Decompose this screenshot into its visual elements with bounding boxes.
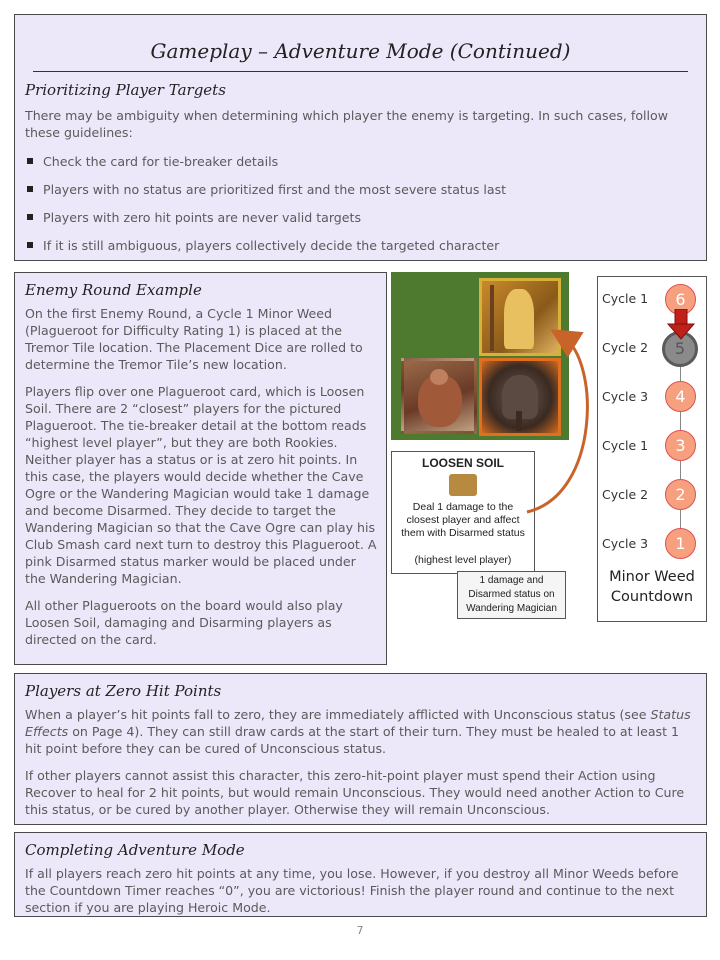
countdown-title xyxy=(598,567,706,607)
cycle-label: Cycle 1 xyxy=(602,438,649,453)
example-paragraph: All other Plagueroots on the board would also play Loosen Soil, damaging and Disarming players as directed on the card. xyxy=(25,598,343,647)
zero-hp-body xyxy=(25,706,694,828)
wandering-magician-tile xyxy=(479,278,561,356)
plagueroot-tile xyxy=(479,358,561,436)
section-heading-completing: Completing Adventure Mode xyxy=(25,841,245,859)
completing-adventure-section xyxy=(14,832,707,917)
countdown-title-line: Minor Weed xyxy=(609,569,695,585)
countdown-circle-current: 5 xyxy=(662,331,698,367)
countdown-circle: 2 xyxy=(665,479,696,510)
countdown-circle: 1 xyxy=(665,528,696,559)
countdown-title-line: Countdown xyxy=(610,589,694,605)
countdown-circle: 3 xyxy=(665,430,696,461)
guideline-item: Players with no status are prioritized first and the most severe status last xyxy=(25,181,506,209)
zero-hp-paragraph: If other players cannot assist this character, this zero-hit-point player must spend their Action using Recover to heal for 2 hit points, but would remain Unconscious. They would need another Action to Cure this status, or be cured by another player. Otherwise they will remain Unconscious. xyxy=(25,768,685,817)
text-run: on Page 4). They can still draw cards at the start of their turn. They must be healed to at least 1 hit point before they can be cured of Unconscious status. xyxy=(25,724,680,756)
card-title: LOOSEN SOIL xyxy=(421,456,504,470)
section-heading-zero-hp: Players at Zero Hit Points xyxy=(25,682,222,700)
soil-icon xyxy=(449,474,477,496)
example-body xyxy=(25,305,378,658)
card-text: Deal 1 damage to the closest player and affect them with Disarmed status xyxy=(401,501,525,539)
text-run: When a player’s hit points fall to zero, they are immediately afflicted with Unconscious status (see xyxy=(25,707,651,722)
cycle-label: Cycle 2 xyxy=(602,487,649,502)
page-title: Gameplay – Adventure Mode (Continued) xyxy=(150,39,571,63)
cycle-label: Cycle 3 xyxy=(602,536,649,551)
loosen-soil-card xyxy=(391,451,535,574)
enemy-round-example-section xyxy=(14,272,387,665)
guideline-item: If it is still ambiguous, players collectively decide the targeted character xyxy=(25,237,506,265)
example-paragraph: On the first Enemy Round, a Cycle 1 Minor Weed (Plagueroot for Difficulty Rating 1) is placed at the Tremor Tile location. The Placement Dice are rolled to determine the Tremor Tile’s new location. xyxy=(25,306,363,372)
guideline-item: Check the card for tie-breaker details xyxy=(25,153,506,181)
countdown-circle: 4 xyxy=(665,381,696,412)
guideline-list xyxy=(25,153,506,265)
card-tiebreaker: (highest level player) xyxy=(414,554,512,566)
countdown-circle: 6 xyxy=(665,284,696,315)
down-arrow-marker-icon xyxy=(666,309,696,343)
cycle-label: Cycle 2 xyxy=(602,340,649,355)
page-number: 7 xyxy=(356,924,364,937)
cycle-label: Cycle 3 xyxy=(602,389,649,404)
cycle-label: Cycle 1 xyxy=(602,291,649,306)
prioritizing-intro: There may be ambiguity when determining which player the enemy is targeting. In such cases, follow these guidelines: xyxy=(25,108,669,140)
callout-note: 1 damage and Disarmed status on Wandering Magician xyxy=(457,571,566,619)
section-heading-prioritizing: Prioritizing Player Targets xyxy=(25,81,226,99)
prioritizing-section xyxy=(14,14,707,261)
example-paragraph: Players flip over one Plagueroot card, which is Loosen Soil. There are 2 “closest” players for the pictured Plagueroot. The tie-breaker detail at the bottom reads “highest level player”, but they are both Rookies. Neither player has a status or is at zero hit points. In this case, the players would decide whether the Cave Ogre or the Wandering Magician would take 1 damage and become Disarmed. They decide to target the Wandering Magician so that the Cave Ogre can play his Club Smash card next turn to destroy this Plagueroot. A pink Disarmed status marker would be placed under the Wandering Magician. xyxy=(25,384,377,586)
minor-weed-countdown xyxy=(597,276,707,622)
cave-ogre-tile xyxy=(401,358,477,434)
guideline-item: Players with zero hit points are never valid targets xyxy=(25,209,506,237)
status-effects-reference: Status Effects xyxy=(25,707,691,739)
section-heading-enemy-round: Enemy Round Example xyxy=(25,281,202,299)
title-divider xyxy=(33,71,688,72)
zero-hp-paragraph xyxy=(25,706,694,757)
board-illustration xyxy=(391,272,569,440)
zero-hit-points-section xyxy=(14,673,707,825)
completing-body: If all players reach zero hit points at any time, you lose. However, if you destroy all Minor Weeds before the Countdown Timer reaches “0”, you are victorious! Finish the player round and continue to the next section if you are playing Heroic Mode. xyxy=(25,866,679,915)
